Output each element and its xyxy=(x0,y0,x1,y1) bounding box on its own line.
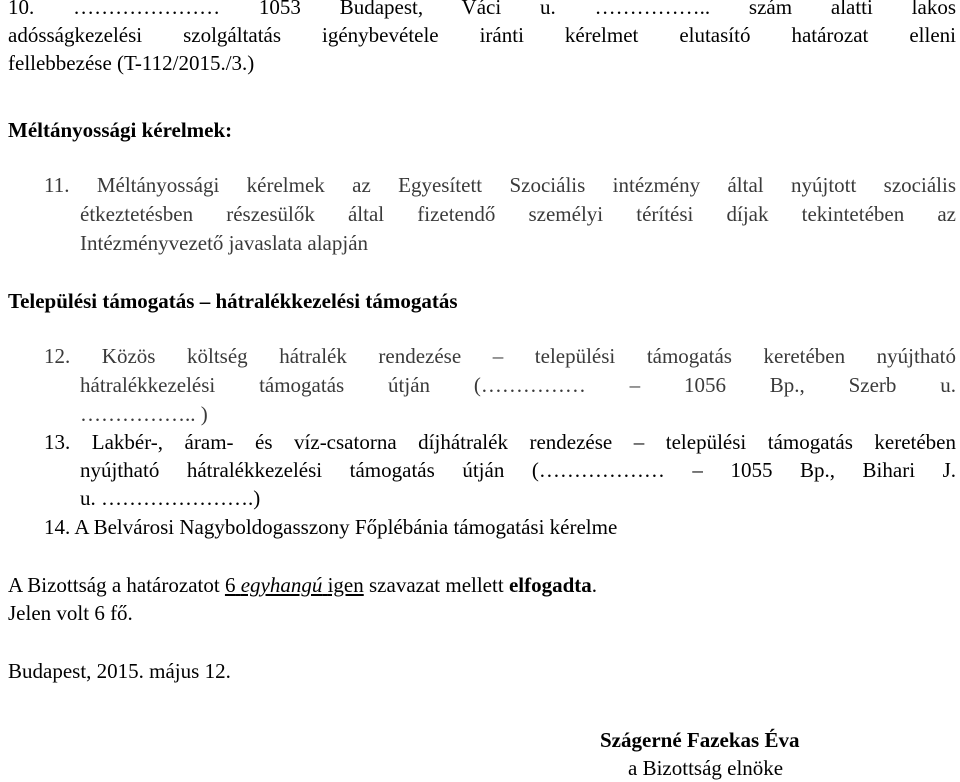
item-13-line-3: u. ………………….) xyxy=(80,486,261,510)
item-12-line-3: …………….. ) xyxy=(80,402,208,426)
signature-name: Szágerné Fazekas Éva xyxy=(600,728,800,752)
item-11-line-1: 11. Méltányossági kérelmek az Egyesített Szociális intézmény által nyújtott szociális xyxy=(44,173,956,197)
section-heading-fairness: Méltányossági kérelmek: xyxy=(8,118,233,142)
item-11-line-3: Intézményvezető javaslata alapján xyxy=(80,231,369,255)
decision-unanimous: egyhangú xyxy=(240,573,323,597)
item-11-line-2: étkeztetésben részesülők által fizetendő személyi térítési díjak tekintetében az xyxy=(80,202,956,226)
decision-result: elfogadta xyxy=(508,573,592,597)
decision-prefix: A Bizottság a határozatot xyxy=(8,573,225,597)
decision-end: . xyxy=(591,573,598,597)
item-10-line-1: 10. ………………… 1053 Budapest, Váci u. …………….. szám alatti lakos xyxy=(8,0,956,19)
present-count: Jelen volt 6 fő. xyxy=(8,601,133,625)
item-14: 14. A Belvárosi Nagyboldogasszony Főplébánia támogatási kérelme xyxy=(44,515,618,539)
document-date: Budapest, 2015. május 12. xyxy=(8,659,231,683)
decision-middle: szavazat mellett xyxy=(363,573,509,597)
item-12-line-2: hátralékkezelési támogatás útján (…………… – 1056 Bp., Szerb u. xyxy=(80,373,956,397)
item-12-line-1: 12. Közös költség hátralék rendezése – települési támogatás keretében nyújtható xyxy=(44,344,956,368)
signature-title: a Bizottság elnöke xyxy=(628,756,784,780)
section-heading-support: Települési támogatás – hátralékkezelési támogatás xyxy=(8,289,458,313)
item-10-line-3: fellebbezése (T-112/2015./3.) xyxy=(8,51,255,75)
decision-line xyxy=(8,572,956,598)
item-13-line-2: nyújtható hátralékkezelési támogatás útján (……………… – 1055 Bp., Bihari J. xyxy=(80,458,956,482)
decision-count: 6 xyxy=(224,573,236,597)
decision-yes: igen xyxy=(327,573,364,597)
item-13-line-1: 13. Lakbér-, áram- és víz-csatorna díjhátralék rendezése – települési támogatás keretében xyxy=(44,430,956,454)
item-10-line-2: adósságkezelési szolgáltatás igénybevétele iránti kérelmet elutasító határozat elleni xyxy=(8,23,956,47)
